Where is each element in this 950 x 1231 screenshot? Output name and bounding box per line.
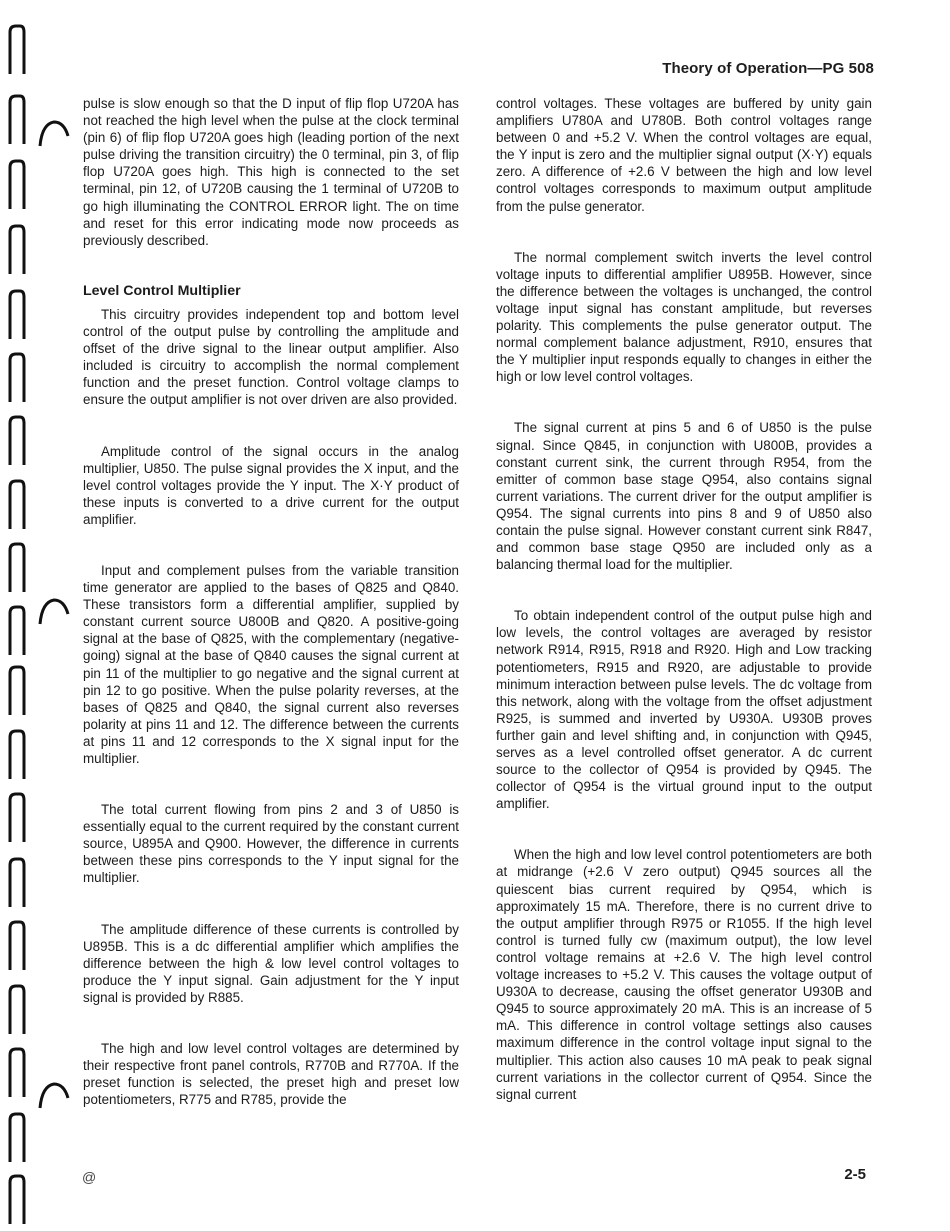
paragraph: Input and complement pulses from the variable transition time generator are applied to the bases of Q825 and Q840. These transistors form a differential amplifier, supplied by constant current source U800B and Q820. A positive-going signal at the base of Q825, with the complementary (negative-going) signal at the base of Q840 causes the signal current at pin 11 of the multiplier to go negative and the signal current at pin 12 to go positive. When the pulse polarity reverses, at the bases of Q825 and Q840, the signal current also reverses polarity at pins 11 and 12. The difference between the currents at pins 11 and 12 corresponds to the X signal input for the multiplier. <box>83 562 459 766</box>
binder-ring-mark <box>4 1110 28 1168</box>
binder-ring-mark <box>4 287 28 345</box>
paragraph: Amplitude control of the signal occurs in the analog multiplier, U850. The pulse signal provides the X input, and the level control voltages provide the Y input. The X·Y product of these inputs is converted to a drive current for the output amplifier. <box>83 443 459 527</box>
punch-hole-arc <box>36 596 72 632</box>
binder-ring-mark <box>4 918 28 976</box>
binder-ring-mark <box>4 540 28 598</box>
punch-hole-arc <box>36 1080 72 1116</box>
binder-ring-mark <box>4 790 28 848</box>
binder-ring-mark <box>4 413 28 471</box>
binder-ring-mark <box>4 22 28 80</box>
section-heading: Level Control Multiplier <box>83 282 241 299</box>
paragraph: This circuitry provides independent top and bottom level control of the output pulse by controlling the amplitude and offset of the drive signal to the linear output amplifier. Also included is circuitry to accomplish the normal complement function and the preset function. Control voltage clamps to ensure the output amplifier is not over driven are also provided. <box>83 306 459 408</box>
paragraph: The high and low level control voltages are determined by their respective front panel controls, R770B and R770A. If the preset function is selected, the preset high and preset low potentiometers, R775 and R785, provide the <box>83 1041 459 1108</box>
binder-edge <box>4 0 28 1231</box>
footer-mark: @ <box>82 1169 97 1185</box>
paragraph: When the high and low level control potentiometers are both at midrange (+2.6 V zero output) Q945 sources all the quiescent bias current required by Q954, which is approximately 15 mA. Therefore, there is no current drive to the output amplifier through R975 or R1055. If the high level control is turned fully cw (maximum output), the low level control voltage remains at +2.6 V. The high level control voltage increases to +5.2 V. This causes the voltage output of U930A to decrease, causing the offset generator U930B and Q945 to source approximately 20 mA. This is an increase of 5 mA. This difference in control voltage settings also causes maximum difference in the control voltage input signal to the multiplier. This action also causes 10 mA peak to peak signal current variations in the collector current of Q954. Since the signal current <box>496 847 872 1102</box>
paragraph: The normal complement switch inverts the level control voltage inputs to differential amplifier U895B. However, since the difference between the voltages is unchanged, the control voltage input signal has constant amplitude, but reverses polarity. This complements the pulse generator output. The normal complement balance adjustment, R910, ensures that the Y multiplier input responds equally to changes in either the high or low level control voltages. <box>496 249 872 385</box>
binder-ring-mark <box>4 982 28 1040</box>
right-column <box>496 95 872 1103</box>
paragraph: The amplitude difference of these currents is controlled by U895B. This is a dc differential amplifier which amplifies the difference between the high & low level control voltages to produce the Y input signal. Gain adjustment for the Y input signal is provided by R885. <box>83 921 459 1005</box>
binder-ring-mark <box>4 92 28 150</box>
paragraph: pulse is slow enough so that the D input of flip flop U720A has not reached the high level when the pulse at the clock terminal (pin 6) of flip flop U720A goes high (leading portion of the next pulse driving the transition circuitry) the 0 terminal, pin 3, of flip flop U720A goes high. This high is connected to the set terminal, pin 12, of U720B causing the 1 terminal of U720B to go high illuminating the CONTROL ERROR light. The on time and reset for this error indicating mode now proceeds as previously described. <box>83 96 459 248</box>
binder-ring-mark <box>4 222 28 280</box>
binder-ring-mark <box>4 350 28 408</box>
binder-ring-mark <box>4 477 28 535</box>
page-number: 2-5 <box>844 1166 866 1183</box>
paragraph: control voltages. These voltages are buffered by unity gain amplifiers U780A and U780B. Both control voltages range between 0 and +5.2 V. When the control voltages are equal, the Y input is zero and the multiplier signal output (X·Y) equals zero. A difference of +2.6 V between the high and low level control voltages corresponds to maximum output amplitude from the pulse generator. <box>496 96 872 214</box>
paragraph: To obtain independent control of the output pulse high and low levels, the control voltages are averaged by resistor network R914, R915, R918 and R920. High and Low tracking potentiometers, R915 and R920, are adjustable to provide minimum interaction between pulse levels. The dc voltage from this network, along with the voltage from the offset adjustment R925, is summed and inverted by U930A. U930B proves further gain and level shifting and, in conjunction with Q945, serves as a level controlled offset generator. A dc current source to the collector of Q954 is provided by Q945. The collector of Q954 is the virtual ground input to the output amplifier. <box>496 608 872 812</box>
binder-ring-mark <box>4 157 28 215</box>
binder-ring-mark <box>4 1045 28 1103</box>
paragraph: The signal current at pins 5 and 6 of U850 is the pulse signal. Since Q845, in conjunction with U800B, provides a constant current sink, the current through R954, from the emitter of common base stage Q954, also contains signal current variations. The current driver for the output amplifier is Q954. The signal currents into pins 8 and 9 of U850 also contain the pulse signal. However constant current sink R847, and common base stage Q950 are included only as a balancing thermal load for the multiplier. <box>496 420 872 573</box>
binder-ring-mark <box>4 603 28 661</box>
paragraph: The total current flowing from pins 2 and 3 of U850 is essentially equal to the current required by the constant current source, U895A and Q900. However, the difference in currents between these pins corresponds to the Y input signal for the multiplier. <box>83 802 459 886</box>
binder-ring-mark <box>4 1172 28 1230</box>
binder-ring-mark <box>4 663 28 721</box>
punch-hole-arc <box>36 118 72 154</box>
binder-ring-mark <box>4 855 28 913</box>
punch-holes <box>36 0 72 1231</box>
page-header: Theory of Operation—PG 508 <box>662 60 874 77</box>
left-column <box>83 95 459 1108</box>
binder-ring-mark <box>4 727 28 785</box>
